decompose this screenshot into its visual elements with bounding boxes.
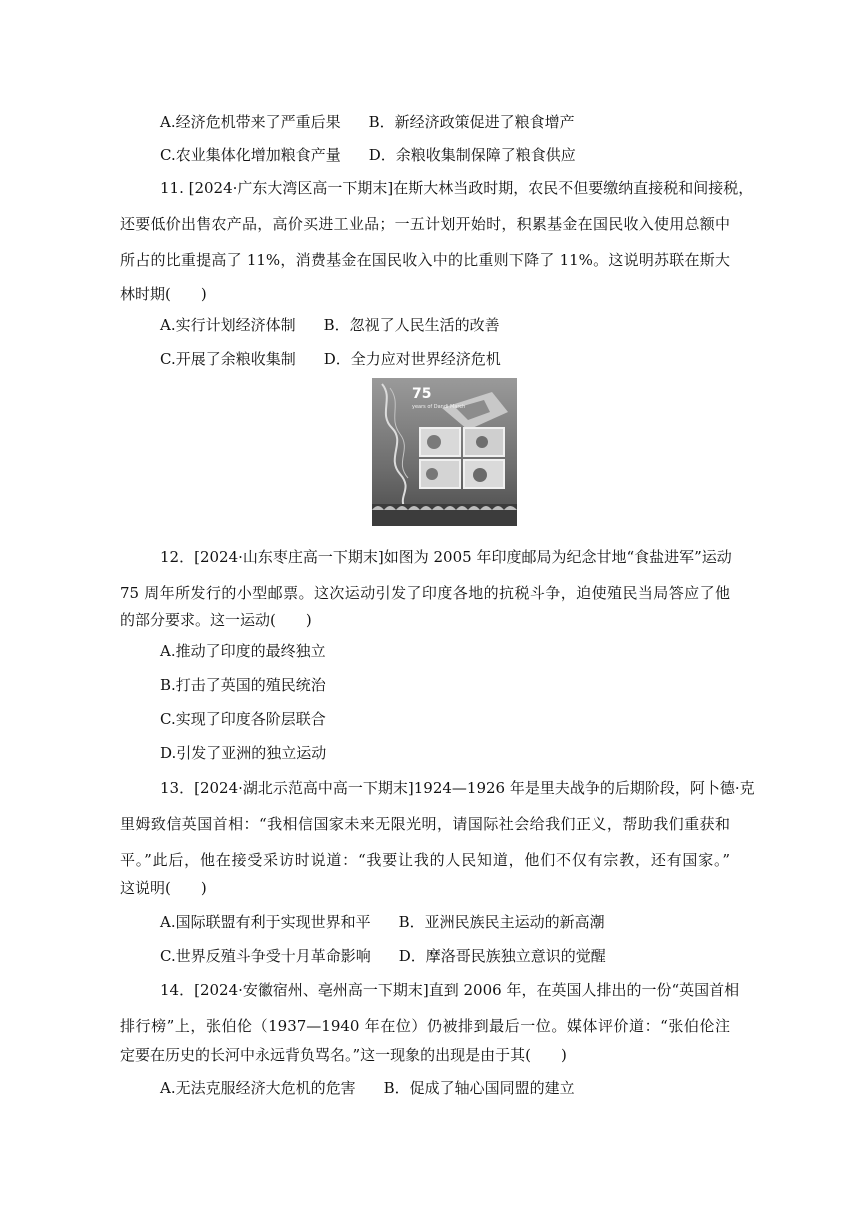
q14-line-2: 排行榜”上，张伯伦（1937—1940 年在位）仍被排到最后一位。媒体评价道：“张伯伦注	[120, 1017, 730, 1035]
q12-option-b: B.打击了英国的殖民统治	[160, 676, 326, 694]
q13-options-row-1	[160, 912, 605, 932]
q10-option-b: B．新经济政策促进了粮食增产	[368, 113, 575, 131]
q13-line-3: 平。”此后，他在接受采访时说道：“我要让我的人民知道，他们不仅有宗教，还有国家。”	[120, 851, 730, 869]
q13-line-4: 这说明( )	[120, 879, 207, 897]
q11-line-2: 还要低价出售农产品，高价买进工业品；一五计划开始时，积累基金在国民收入使用总额中	[120, 215, 730, 233]
q11-options-row-1	[160, 315, 500, 335]
q11-option-c: C.开展了余粮收集制	[160, 350, 296, 368]
q13-option-b: B．亚洲民族民主运动的新高潮	[398, 913, 605, 931]
q10-options-row-2	[160, 145, 576, 165]
q12-line-2: 75 周年所发行的小型邮票。这次运动引发了印度各地的抗税斗争，迫使殖民当局答应了他	[120, 584, 730, 602]
q10-options-row-1	[160, 112, 575, 132]
q11-option-d: D．全力应对世界经济危机	[323, 350, 501, 368]
q13-line-2: 里姆致信英国首相：“我相信国家未来无限光明，请国际社会给我们正义，帮助我们重获和	[120, 815, 730, 833]
q11-line-4: 林时期( )	[120, 285, 207, 303]
q14-line-1: 14．[2024·安徽宿州、亳州高一下期末]直到 2006 年，在英国人排出的一份“英国首相	[160, 981, 740, 999]
q14-option-a: A.无法克服经济大危机的危害	[160, 1079, 356, 1097]
stamp-caption-text: years of Dandi March	[412, 404, 466, 410]
q12-option-a: A.推动了印度的最终独立	[160, 642, 326, 660]
q11-options-row-2	[160, 349, 501, 369]
q11-option-b: B．忽视了人民生活的改善	[323, 316, 500, 334]
stamp-illustration	[372, 378, 517, 526]
q13-line-1: 13．[2024·湖北示范高中高一下期末]1924—1926 年是里夫战争的后期阶段，阿卜德·克	[160, 779, 755, 797]
q11-line-1: 11. [2024·广东大湾区高一下期末]在斯大林当政时期，农民不但要缴纳直接税和间接税，	[160, 179, 754, 197]
q14-option-b: B．促成了轴心国同盟的建立	[383, 1079, 575, 1097]
gandhi-stamp-image	[372, 378, 517, 526]
q12-line-3: 的部分要求。这一运动( )	[120, 611, 312, 629]
q11-line-3: 所占的比重提高了 11%，消费基金在国民收入中的比重则下降了 11%。这说明苏联在斯大	[120, 251, 730, 269]
q10-option-d: D．余粮收集制保障了粮食供应	[368, 146, 576, 164]
q12-option-c: C.实现了印度各阶层联合	[160, 710, 326, 728]
q14-options-row-1	[160, 1078, 575, 1098]
q13-option-c: C.世界反殖斗争受十月革命影响	[160, 947, 371, 965]
q12-line-1: 12．[2024·山东枣庄高一下期末]如图为 2005 年印度邮局为纪念甘地“食盐进军”运动	[160, 548, 732, 566]
q10-option-c: C.农业集体化增加粮食产量	[160, 146, 341, 164]
stamp-caption-number: 75	[412, 386, 432, 402]
q13-option-a: A.国际联盟有利于实现世界和平	[160, 913, 371, 931]
q12-option-d: D.引发了亚洲的独立运动	[160, 744, 327, 762]
q13-options-row-2	[160, 946, 606, 966]
q14-line-3: 定要在历史的长河中永远背负骂名。”这一现象的出现是由于其( )	[120, 1046, 567, 1064]
q10-option-a: A.经济危机带来了严重后果	[160, 113, 341, 131]
q11-option-a: A.实行计划经济体制	[160, 316, 296, 334]
q13-option-d: D．摩洛哥民族独立意识的觉醒	[398, 947, 606, 965]
